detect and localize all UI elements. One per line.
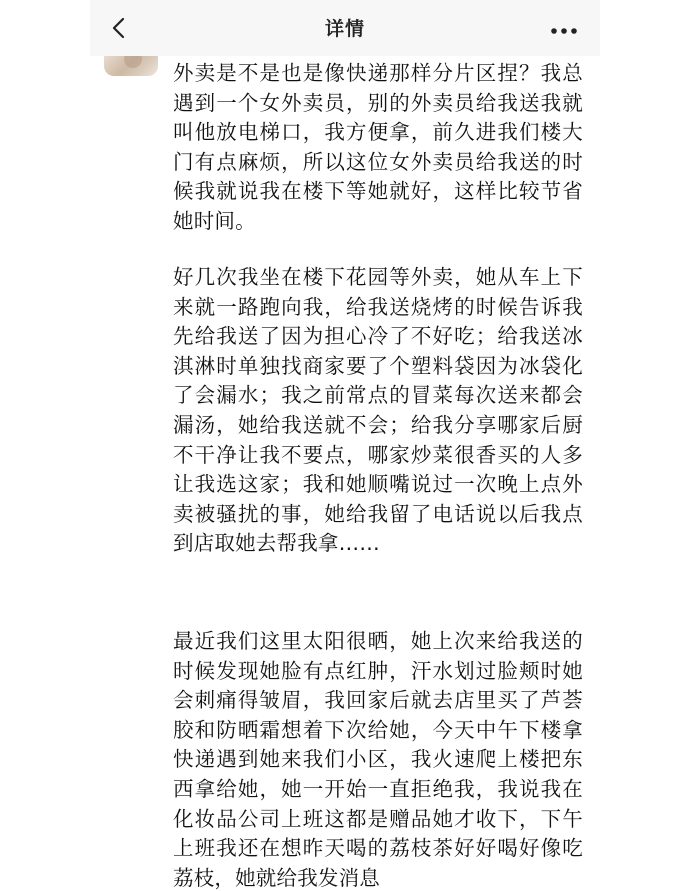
- post-paragraph-2: 好几次我坐在楼下花园等外卖，她从车上下来就一路跑向我，给我送烧烤的时候告诉我先给我送了因为担心冷了不好吃；给我送冰淇淋时单独找商家要了个塑料袋因为冰袋化了会漏水；我之前常点的冒菜每次送来都会漏汤，她给我送就不会；给我分享哪家后厨不干净让我不要点，哪家炒菜很香买的人多让我选这家；我和她顺嘴说过一次晚上点外卖被骚扰的事，她给我留了电话说以后我点到店取她去帮我拿……: [173, 265, 583, 556]
- more-button[interactable]: [550, 22, 578, 34]
- page-title: 详情: [324, 18, 365, 40]
- post-paragraph-3: 最近我们这里太阳很晒，她上次来给我送的时候发现她脸有点红肿，汗水划过脸颊时她会刺痛得皱眉，我回家后就去店里买了芦荟胶和防晒霜想着下次给她，今天中午下楼拿快递遇到她来我们小区，我火速爬上楼把东西拿给她，她一开始一直拒绝我，我说我在化妆品公司上班这都是赠品她才收下，下午上班我还在想昨天喝的荔枝茶好好喝好像吃荔枝，她就给我发消息: [173, 629, 583, 890]
- navigation-bar: [90, 0, 600, 56]
- more-horizontal-icon: [550, 25, 578, 37]
- detail-page: [90, 0, 600, 891]
- post-paragraph-1: 外卖是不是也是像快递那样分片区捏？我总遇到一个女外卖员，别的外卖员给我送我就叫他放电梯口，我方便拿，前久进我们楼大门有点麻烦，所以这位女外卖员给我送的时候我就说我在楼下等她就好，这样比较节省她时间。: [173, 61, 583, 233]
- avatar[interactable]: [104, 56, 158, 76]
